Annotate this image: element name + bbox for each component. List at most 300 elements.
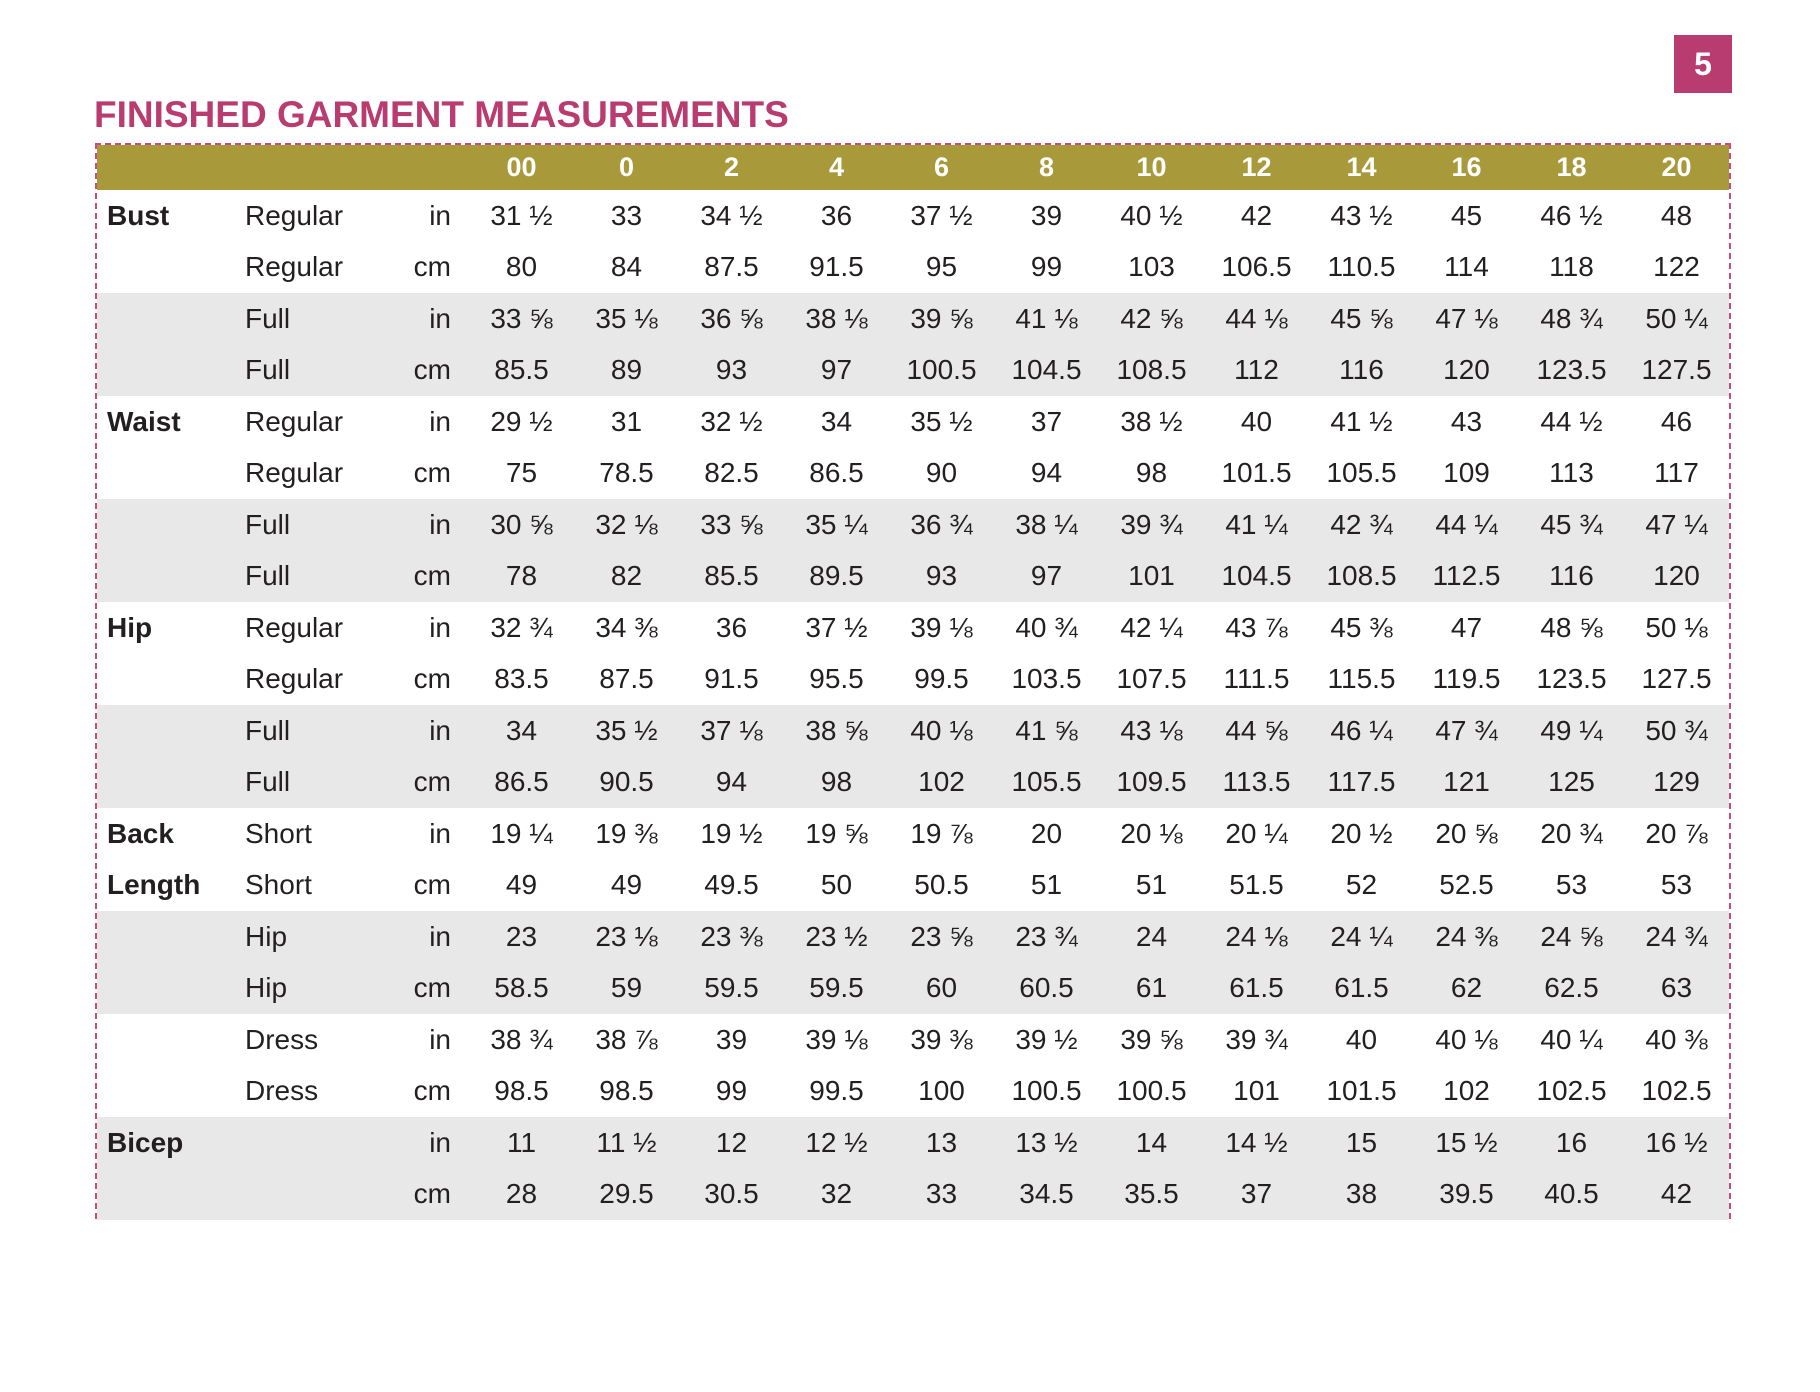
fit-variant: Hip <box>241 911 381 963</box>
measurement-value: 39 ½ <box>1015 1023 1078 1055</box>
table-row <box>97 808 1729 860</box>
measurement-value: 47 ¾ <box>1414 705 1519 757</box>
measurement-value: 41 ⅝ <box>994 705 1099 757</box>
measurement-value: 20 ⅝ <box>1435 817 1498 849</box>
measurement-value: 20 ¾ <box>1540 817 1603 849</box>
measurement-label <box>97 499 241 551</box>
measurement-value: 40 ½ <box>1120 199 1183 231</box>
measurement-value: 19 ½ <box>700 817 763 849</box>
size-header-cell: 12 <box>1204 145 1309 190</box>
measurement-value: 35 ½ <box>910 405 973 437</box>
measurement-value: 82.5 <box>704 457 759 489</box>
measurement-label: Back <box>107 817 174 849</box>
fit-variant: Dress <box>245 1023 319 1055</box>
measurement-value: 38 ⅞ <box>595 1023 658 1055</box>
table-row <box>97 293 1729 345</box>
measurement-value: 109.5 <box>1099 757 1204 809</box>
measurement-value: 38 ¼ <box>994 499 1099 551</box>
measurement-value: 117 <box>1654 457 1699 489</box>
measurement-value: 29.5 <box>574 1169 679 1221</box>
measurement-value: 12 <box>679 1117 784 1169</box>
measurement-value: 61.5 <box>1204 963 1309 1015</box>
measurement-value: 49 ¼ <box>1519 705 1624 757</box>
table-row <box>97 757 1729 809</box>
measurement-value: 31 ½ <box>490 199 553 231</box>
fit-variant: Short <box>245 869 312 901</box>
measurement-value: 98 <box>1135 457 1168 489</box>
measurement-value: 36 <box>820 199 853 231</box>
measurement-value: 114 <box>1444 251 1489 283</box>
measurement-value: 40 ¼ <box>1540 1023 1603 1055</box>
measurement-value: 63 <box>1624 963 1729 1015</box>
measurement-value: 62.5 <box>1519 963 1624 1015</box>
fit-variant: Regular <box>245 251 344 283</box>
measurement-value: 11 <box>469 1117 574 1169</box>
measurement-value: 117.5 <box>1309 757 1414 809</box>
measurement-value: 123.5 <box>1519 345 1624 397</box>
measurement-value: 37 <box>1030 405 1063 437</box>
fit-variant: Regular <box>245 199 344 231</box>
measurement-value: 19 ¼ <box>490 817 553 849</box>
measurement-value: 34 <box>469 705 574 757</box>
measurement-value: 46 ¼ <box>1309 705 1414 757</box>
table-row <box>97 602 1729 654</box>
measurement-value: 86.5 <box>469 757 574 809</box>
measurement-value: 100.5 <box>889 345 994 397</box>
measurement-value: 35 ¼ <box>784 499 889 551</box>
measurement-value: 91.5 <box>809 251 864 283</box>
measurement-value: 44 ¼ <box>1414 499 1519 551</box>
size-header-cell: 20 <box>1624 145 1729 190</box>
table-row <box>97 1014 1729 1066</box>
measurement-value: 98.5 <box>599 1075 654 1107</box>
measurement-value: 39 ⅝ <box>1120 1023 1183 1055</box>
measurement-value: 38 ⅝ <box>784 705 889 757</box>
measurement-value: 100.5 <box>1011 1075 1082 1107</box>
size-header-row <box>97 145 1729 190</box>
table-row <box>97 860 1729 912</box>
header-blank-cell <box>241 145 381 190</box>
measurement-label: Bust <box>107 199 170 231</box>
unit-label: cm <box>381 551 469 603</box>
fit-variant: Regular <box>245 611 344 643</box>
measurement-value: 14 <box>1099 1117 1204 1169</box>
table-row <box>97 190 1729 242</box>
measurement-value: 34 ½ <box>700 199 763 231</box>
fit-variant: Regular <box>245 405 344 437</box>
measurement-value: 33 <box>889 1169 994 1221</box>
fit-variant: Short <box>245 817 312 849</box>
size-header-cell: 18 <box>1519 145 1624 190</box>
measurement-value: 121 <box>1414 757 1519 809</box>
fit-variant: Full <box>241 757 381 809</box>
measurement-value: 129 <box>1624 757 1729 809</box>
size-header-cell: 4 <box>784 145 889 190</box>
size-header-cell: 10 <box>1099 145 1204 190</box>
measurement-value: 102 <box>889 757 994 809</box>
measurement-value: 45 ⅜ <box>1330 611 1393 643</box>
header-blank-cell <box>381 145 469 190</box>
measurement-value: 61.5 <box>1309 963 1414 1015</box>
measurement-value: 110.5 <box>1327 251 1396 283</box>
measurement-value: 33 ⅝ <box>679 499 784 551</box>
measurement-value: 48 <box>1660 199 1693 231</box>
measurement-value: 59.5 <box>679 963 784 1015</box>
measurement-value: 116 <box>1519 551 1624 603</box>
measurement-value: 14 ½ <box>1204 1117 1309 1169</box>
fit-variant: Full <box>241 705 381 757</box>
measurement-value: 39 ⅝ <box>889 293 994 345</box>
size-header-cell: 6 <box>889 145 994 190</box>
measurement-value: 19 ⅜ <box>595 817 658 849</box>
measurement-value: 46 ½ <box>1540 199 1603 231</box>
measurement-value: 113 <box>1549 457 1594 489</box>
measurement-value: 105.5 <box>994 757 1099 809</box>
size-header-cell: 14 <box>1309 145 1414 190</box>
measurement-label <box>97 757 241 809</box>
measurement-value: 47 ⅛ <box>1414 293 1519 345</box>
table-row <box>97 345 1729 397</box>
measurement-label <box>97 1014 241 1066</box>
measurement-value: 24 ⅜ <box>1414 911 1519 963</box>
fit-variant: Full <box>241 345 381 397</box>
measurement-value: 32 ½ <box>700 405 763 437</box>
measurement-value: 29 ½ <box>490 405 553 437</box>
measurement-value: 32 <box>784 1169 889 1221</box>
measurement-value: 106.5 <box>1221 251 1292 283</box>
measurement-value: 37 ½ <box>910 199 973 231</box>
measurement-value: 107.5 <box>1116 663 1187 695</box>
measurement-label <box>97 293 241 345</box>
size-header-cell: 8 <box>994 145 1099 190</box>
measurement-value: 45 ¾ <box>1519 499 1624 551</box>
measurements-table <box>97 145 1729 1220</box>
measurement-value: 50 ⅛ <box>1645 611 1708 643</box>
measurement-value: 49 <box>610 869 643 901</box>
measurement-value: 20 ¼ <box>1225 817 1288 849</box>
measurement-value: 36 ⅝ <box>679 293 784 345</box>
unit-label: cm <box>381 963 469 1015</box>
measurement-value: 38 ½ <box>1120 405 1183 437</box>
measurement-value: 40 <box>1240 405 1273 437</box>
measurement-value: 11 ½ <box>574 1117 679 1169</box>
measurement-value: 53 <box>1660 869 1693 901</box>
measurement-value: 50.5 <box>914 869 969 901</box>
fit-variant: Full <box>241 293 381 345</box>
measurement-value: 99 <box>1030 251 1063 283</box>
table-row <box>97 1066 1729 1118</box>
fit-variant: Regular <box>245 663 344 695</box>
measurement-value: 28 <box>469 1169 574 1221</box>
measurement-value: 43 ⅛ <box>1099 705 1204 757</box>
measurement-value: 39 ¾ <box>1099 499 1204 551</box>
measurement-value: 23 ¾ <box>994 911 1099 963</box>
table-row <box>97 654 1729 706</box>
unit-label: cm <box>413 869 451 901</box>
measurement-value: 108.5 <box>1099 345 1204 397</box>
measurement-value: 50 <box>820 869 853 901</box>
fit-variant: Hip <box>241 963 381 1015</box>
unit-label: cm <box>381 757 469 809</box>
size-header-cell: 00 <box>469 145 574 190</box>
measurement-value: 91.5 <box>704 663 759 695</box>
fit-variant: Full <box>241 551 381 603</box>
measurement-value: 87.5 <box>599 663 654 695</box>
measurement-value: 39 <box>715 1023 748 1055</box>
measurement-value: 30.5 <box>679 1169 784 1221</box>
size-header-cell: 0 <box>574 145 679 190</box>
fit-variant <box>241 1117 381 1169</box>
measurement-value: 44 ½ <box>1540 405 1603 437</box>
table-body <box>97 190 1729 1220</box>
measurement-value: 59 <box>574 963 679 1015</box>
measurement-value: 20 ⅞ <box>1645 817 1708 849</box>
measurement-value: 99.5 <box>809 1075 864 1107</box>
measurement-value: 42 ¼ <box>1120 611 1183 643</box>
measurement-value: 48 ¾ <box>1519 293 1624 345</box>
measurement-value: 39 <box>1030 199 1063 231</box>
measurement-label <box>97 705 241 757</box>
measurement-value: 101 <box>1099 551 1204 603</box>
measurement-value: 30 ⅝ <box>469 499 574 551</box>
size-header-cell: 16 <box>1414 145 1519 190</box>
measurement-value: 32 ⅛ <box>574 499 679 551</box>
measurement-value: 112.5 <box>1414 551 1519 603</box>
measurement-value: 16 ½ <box>1624 1117 1729 1169</box>
measurement-value: 43 ⅞ <box>1225 611 1288 643</box>
measurement-value: 119.5 <box>1432 663 1501 695</box>
measurement-value: 12 ½ <box>784 1117 889 1169</box>
measurement-value: 60 <box>889 963 994 1015</box>
measurement-value: 50 ¼ <box>1624 293 1729 345</box>
measurement-value: 97 <box>784 345 889 397</box>
measurement-label: Length <box>107 869 201 901</box>
measurement-value: 127.5 <box>1641 663 1712 695</box>
unit-label: cm <box>413 663 451 695</box>
measurement-value: 35 ⅛ <box>574 293 679 345</box>
measurement-value: 38 ¾ <box>490 1023 553 1055</box>
unit-label: in <box>429 1023 451 1055</box>
measurement-value: 43 <box>1450 405 1483 437</box>
unit-label: in <box>381 499 469 551</box>
measurement-value: 127.5 <box>1624 345 1729 397</box>
measurement-value: 20 ⅛ <box>1120 817 1183 849</box>
measurement-value: 39.5 <box>1414 1169 1519 1221</box>
measurement-value: 86.5 <box>809 457 864 489</box>
measurement-value: 62 <box>1414 963 1519 1015</box>
measurement-value: 98 <box>784 757 889 809</box>
measurement-value: 89 <box>574 345 679 397</box>
measurement-value: 61 <box>1099 963 1204 1015</box>
measurement-value: 101 <box>1233 1075 1280 1107</box>
measurement-value: 48 ⅝ <box>1540 611 1603 643</box>
measurement-value: 52.5 <box>1439 869 1494 901</box>
unit-label: in <box>429 611 451 643</box>
measurement-value: 49.5 <box>704 869 759 901</box>
measurement-value: 101.5 <box>1221 457 1292 489</box>
measurement-value: 13 ½ <box>994 1117 1099 1169</box>
measurement-label <box>97 1169 241 1221</box>
measurement-value: 104.5 <box>1204 551 1309 603</box>
measurement-value: 118 <box>1549 251 1594 283</box>
measurement-value: 15 <box>1309 1117 1414 1169</box>
fit-variant: Full <box>241 499 381 551</box>
measurement-value: 45 ⅝ <box>1309 293 1414 345</box>
measurement-value: 90.5 <box>574 757 679 809</box>
measurement-value: 84 <box>610 251 643 283</box>
measurement-label <box>97 551 241 603</box>
measurement-value: 46 <box>1660 405 1693 437</box>
measurement-value: 37 ½ <box>805 611 868 643</box>
measurement-value: 34 ⅜ <box>595 611 658 643</box>
measurement-value: 45 <box>1450 199 1483 231</box>
measurement-value: 93 <box>889 551 994 603</box>
measurement-value: 51.5 <box>1229 869 1284 901</box>
measurement-value: 36 <box>715 611 748 643</box>
table-row <box>97 242 1729 294</box>
measurement-value: 23 ½ <box>784 911 889 963</box>
measurement-value: 40 ⅜ <box>1645 1023 1708 1055</box>
measurement-value: 16 <box>1519 1117 1624 1169</box>
measurement-label <box>97 448 241 500</box>
measurement-value: 51 <box>1030 869 1063 901</box>
measurement-value: 24 ⅛ <box>1204 911 1309 963</box>
measurement-value: 20 <box>1030 817 1063 849</box>
measurement-value: 104.5 <box>994 345 1099 397</box>
measurement-value: 89.5 <box>784 551 889 603</box>
measurement-value: 75 <box>505 457 538 489</box>
table-row <box>97 911 1729 963</box>
measurement-value: 39 ⅛ <box>910 611 973 643</box>
measurement-value: 40 ⅛ <box>889 705 994 757</box>
measurement-value: 78 <box>469 551 574 603</box>
measurement-value: 42 <box>1624 1169 1729 1221</box>
measurement-value: 123.5 <box>1536 663 1607 695</box>
measurement-value: 98.5 <box>494 1075 549 1107</box>
measurement-label <box>97 911 241 963</box>
measurement-value: 115.5 <box>1327 663 1396 695</box>
measurement-value: 32 ¾ <box>490 611 553 643</box>
measurement-value: 40 <box>1345 1023 1378 1055</box>
table-row <box>97 1117 1729 1169</box>
measurement-value: 53 <box>1555 869 1588 901</box>
measurement-value: 43 ½ <box>1330 199 1393 231</box>
unit-label: cm <box>381 1169 469 1221</box>
measurement-label <box>97 654 241 706</box>
measurement-value: 41 ⅛ <box>994 293 1099 345</box>
measurement-value: 90 <box>925 457 958 489</box>
measurement-value: 23 <box>469 911 574 963</box>
measurement-value: 58.5 <box>469 963 574 1015</box>
measurement-value: 103.5 <box>1011 663 1082 695</box>
measurement-value: 60.5 <box>994 963 1099 1015</box>
measurement-value: 49 <box>505 869 538 901</box>
measurement-value: 39 ⅜ <box>910 1023 973 1055</box>
measurement-value: 87.5 <box>704 251 759 283</box>
measurement-value: 23 ⅛ <box>574 911 679 963</box>
measurement-value: 42 ¾ <box>1309 499 1414 551</box>
page-title: FINISHED GARMENT MEASUREMENTS <box>94 94 789 135</box>
table-row <box>97 1169 1729 1221</box>
measurement-value: 94 <box>679 757 784 809</box>
measurement-value: 80 <box>505 251 538 283</box>
measurement-value: 122 <box>1653 251 1700 283</box>
unit-label: in <box>381 705 469 757</box>
unit-label: in <box>429 405 451 437</box>
measurement-value: 101.5 <box>1326 1075 1397 1107</box>
unit-label: cm <box>413 251 451 283</box>
unit-label: cm <box>381 345 469 397</box>
measurement-value: 23 ⅝ <box>889 911 994 963</box>
measurement-value: 109 <box>1443 457 1490 489</box>
measurement-value: 47 <box>1450 611 1483 643</box>
measurement-value: 41 ½ <box>1330 405 1393 437</box>
measurement-value: 24 ¼ <box>1309 911 1414 963</box>
measurement-value: 100 <box>918 1075 965 1107</box>
measurement-value: 40 ⅛ <box>1435 1023 1498 1055</box>
measurement-value: 120 <box>1414 345 1519 397</box>
measurement-value: 112 <box>1204 345 1309 397</box>
unit-label: cm <box>413 1075 451 1107</box>
measurement-value: 44 ⅛ <box>1204 293 1309 345</box>
fit-variant: Regular <box>245 457 344 489</box>
measurement-value: 125 <box>1519 757 1624 809</box>
measurement-label <box>97 242 241 294</box>
measurement-value: 15 ½ <box>1414 1117 1519 1169</box>
measurement-value: 40.5 <box>1519 1169 1624 1221</box>
measurement-value: 95.5 <box>809 663 864 695</box>
measurement-value: 37 <box>1204 1169 1309 1221</box>
measurement-value: 40 ¾ <box>1015 611 1078 643</box>
measurement-value: 19 ⅞ <box>910 817 973 849</box>
table-row <box>97 499 1729 551</box>
measurement-value: 34.5 <box>994 1169 1099 1221</box>
measurement-value: 120 <box>1624 551 1729 603</box>
measurement-value: 47 ¼ <box>1624 499 1729 551</box>
measurement-value: 105.5 <box>1326 457 1397 489</box>
measurement-value: 24 ⅝ <box>1519 911 1624 963</box>
measurement-label: Hip <box>107 611 153 643</box>
measurement-value: 34 <box>820 405 853 437</box>
measurement-value: 13 <box>889 1117 994 1169</box>
measurement-value: 24 ¾ <box>1624 911 1729 963</box>
unit-label: in <box>429 199 451 231</box>
measurement-value: 42 ⅝ <box>1099 293 1204 345</box>
page-number-badge: 5 <box>1674 35 1732 93</box>
measurement-value: 113.5 <box>1204 757 1309 809</box>
unit-label: cm <box>413 457 451 489</box>
size-header-cell: 2 <box>679 145 784 190</box>
measurement-value: 94 <box>1030 457 1063 489</box>
measurement-value: 44 ⅝ <box>1204 705 1309 757</box>
table-row <box>97 963 1729 1015</box>
measurement-value: 52 <box>1345 869 1378 901</box>
measurement-value: 19 ⅝ <box>805 817 868 849</box>
measurement-value: 35 ½ <box>574 705 679 757</box>
table-row <box>97 551 1729 603</box>
measurement-value: 39 ¾ <box>1225 1023 1288 1055</box>
measurement-label <box>97 345 241 397</box>
measurement-value: 102.5 <box>1641 1075 1712 1107</box>
measurement-value: 59.5 <box>784 963 889 1015</box>
measurement-value: 78.5 <box>599 457 654 489</box>
measurement-value: 33 <box>610 199 643 231</box>
measurement-value: 93 <box>679 345 784 397</box>
fit-variant <box>241 1169 381 1221</box>
measurement-value: 50 ¾ <box>1624 705 1729 757</box>
measurement-value: 31 <box>610 405 643 437</box>
measurement-value: 97 <box>994 551 1099 603</box>
